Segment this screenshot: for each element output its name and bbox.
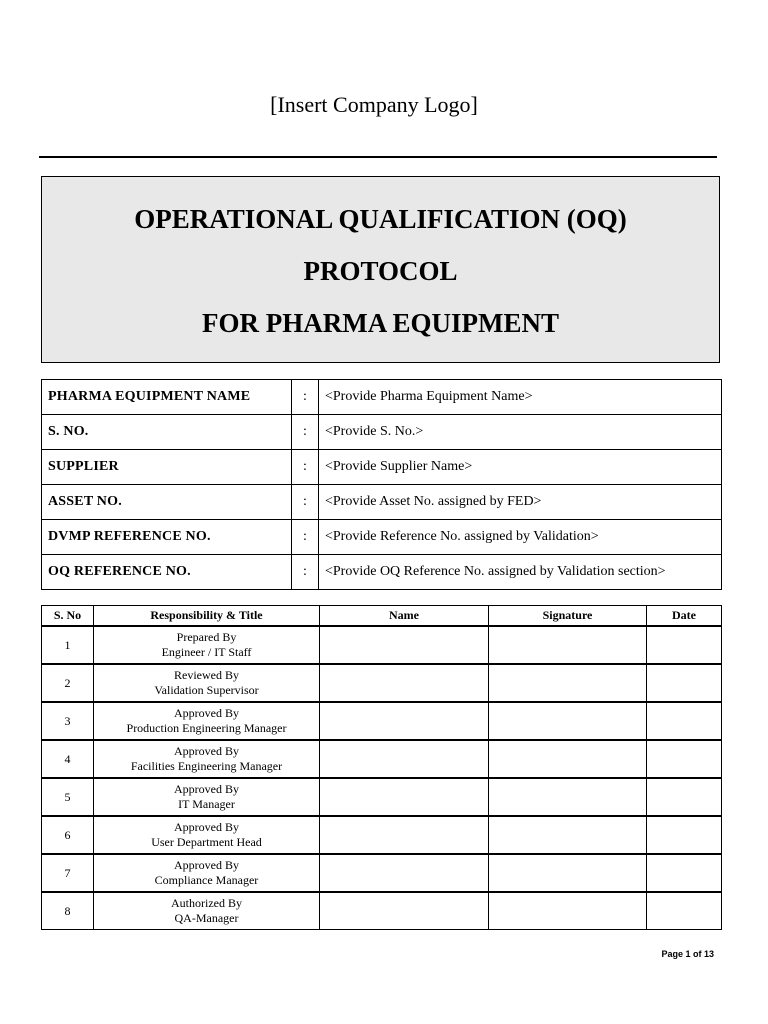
date-cell[interactable] [647,664,722,702]
column-header-name: Name [320,606,489,627]
signature-table [41,605,722,930]
responsibility-cell [94,740,320,778]
info-row-oq-reference [42,555,722,590]
info-separator: : [292,485,319,520]
company-logo-placeholder: [Insert Company Logo] [270,92,478,117]
signature-cell[interactable] [489,702,647,740]
row-number: 1 [42,626,94,664]
responsibility-cell [94,664,320,702]
table-row [42,664,722,702]
responsibility-title: Validation Supervisor [154,683,259,697]
signature-cell[interactable] [489,626,647,664]
row-number: 5 [42,778,94,816]
responsibility-role: Approved By [174,782,239,796]
row-number: 6 [42,816,94,854]
name-cell[interactable] [320,664,489,702]
info-row-equipment-name [42,380,722,415]
signature-cell[interactable] [489,816,647,854]
responsibility-cell [94,854,320,892]
info-separator: : [292,380,319,415]
date-cell[interactable] [647,778,722,816]
responsibility-role: Approved By [174,744,239,758]
info-value[interactable]: <Provide Pharma Equipment Name> [319,380,722,415]
signature-table-header [42,606,722,627]
signature-cell[interactable] [489,892,647,930]
column-header-date: Date [647,606,722,627]
title-line-1: OPERATIONAL QUALIFICATION (OQ) [134,204,627,234]
header-divider [39,156,717,158]
table-row [42,816,722,854]
responsibility-role: Approved By [174,820,239,834]
responsibility-title: QA-Manager [174,911,239,925]
table-row [42,740,722,778]
equipment-info-table [41,379,722,590]
row-number: 4 [42,740,94,778]
responsibility-role: Approved By [174,706,239,720]
name-cell[interactable] [320,740,489,778]
date-cell[interactable] [647,702,722,740]
name-cell[interactable] [320,816,489,854]
responsibility-role: Authorized By [171,896,242,910]
responsibility-role: Prepared By [176,630,237,644]
responsibility-cell [94,702,320,740]
title-line-3: FOR PHARMA EQUIPMENT [202,308,559,338]
responsibility-cell [94,892,320,930]
responsibility-title: Engineer / IT Staff [161,645,252,659]
row-number: 8 [42,892,94,930]
name-cell[interactable] [320,702,489,740]
info-label: PHARMA EQUIPMENT NAME [42,380,292,415]
info-separator: : [292,520,319,555]
name-cell[interactable] [320,892,489,930]
responsibility-role: Reviewed By [174,668,239,682]
responsibility-cell [94,778,320,816]
signature-cell[interactable] [489,854,647,892]
table-row [42,626,722,664]
info-value[interactable]: <Provide Reference No. assigned by Validation> [319,520,722,555]
document-title-box [41,176,720,363]
table-row [42,702,722,740]
name-cell[interactable] [320,626,489,664]
info-label: OQ REFERENCE NO. [42,555,292,590]
info-label: DVMP REFERENCE NO. [42,520,292,555]
info-value[interactable]: <Provide Asset No. assigned by FED> [319,485,722,520]
info-row-serial-no [42,415,722,450]
info-value[interactable]: <Provide OQ Reference No. assigned by Validation section> [319,555,722,590]
date-cell[interactable] [647,816,722,854]
info-value[interactable]: <Provide Supplier Name> [319,450,722,485]
row-number: 7 [42,854,94,892]
title-line-2: PROTOCOL [303,256,458,286]
responsibility-title: User Department Head [151,835,262,849]
column-header-responsibility: Responsibility & Title [94,606,320,627]
name-cell[interactable] [320,854,489,892]
table-row [42,854,722,892]
row-number: 3 [42,702,94,740]
info-row-supplier [42,450,722,485]
info-label: S. NO. [42,415,292,450]
info-label: SUPPLIER [42,450,292,485]
responsibility-title: Facilities Engineering Manager [130,759,283,773]
signature-cell[interactable] [489,664,647,702]
responsibility-title: Compliance Manager [154,873,259,887]
column-header-signature: Signature [489,606,647,627]
date-cell[interactable] [647,740,722,778]
info-separator: : [292,415,319,450]
signature-cell[interactable] [489,740,647,778]
table-row [42,778,722,816]
date-cell[interactable] [647,626,722,664]
table-row [42,892,722,930]
responsibility-title: Production Engineering Manager [126,721,287,735]
info-separator: : [292,450,319,485]
info-label: ASSET NO. [42,485,292,520]
row-number: 2 [42,664,94,702]
page-number: Page 1 of 13 [661,949,714,959]
responsibility-role: Approved By [174,858,239,872]
signature-cell[interactable] [489,778,647,816]
name-cell[interactable] [320,778,489,816]
info-row-asset-no [42,485,722,520]
info-row-dvmp-reference [42,520,722,555]
responsibility-cell [94,816,320,854]
responsibility-cell [94,626,320,664]
info-value[interactable]: <Provide S. No.> [319,415,722,450]
responsibility-title: IT Manager [178,797,235,811]
info-separator: : [292,555,319,590]
date-cell[interactable] [647,892,722,930]
column-header-sno: S. No [42,606,94,627]
date-cell[interactable] [647,854,722,892]
